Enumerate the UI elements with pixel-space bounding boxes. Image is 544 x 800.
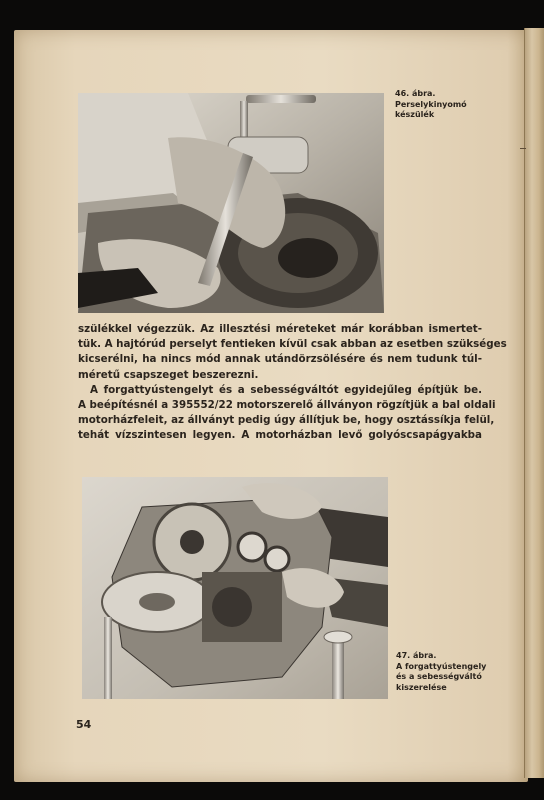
body-line: tehát vízszintesen legyen. A motorházban levő golyóscsapágyakba — [78, 429, 482, 442]
figure-47-caption — [396, 651, 508, 693]
figure-46-label: 46. ábra. — [395, 89, 436, 98]
page-number: 54 — [76, 718, 92, 731]
figure-47-photo — [82, 477, 388, 699]
figure-46-title-line-1: Perselykinyomó — [395, 99, 467, 109]
body-line: kicserélni, ha nincs mód annak utándörzsölésére és nem tudunk túl- — [78, 353, 482, 366]
body-line: méretű csapszeget beszerezni. — [78, 368, 259, 381]
figure-46-photo — [78, 93, 384, 313]
body-line: szülékkel végezzük. Az illesztési méreteket már korábban ismertet- — [78, 323, 482, 335]
body-line: A forgattyústengelyt és a sebességváltót egyidejűleg építjük be. — [90, 383, 482, 396]
figure-47-title-line-2: és a sebességváltó — [396, 672, 482, 681]
figure-46-caption — [395, 89, 505, 121]
figure-47-title-line-1: A forgattyústengely — [396, 661, 487, 671]
body-line: motorházfeleit, az állványt pedig úgy állítjuk be, hogy osztássíkja felül, — [78, 414, 495, 427]
crankshaft-gearbox-illustration — [82, 477, 388, 699]
body-text — [78, 322, 507, 444]
bushing-press-illustration — [78, 93, 384, 313]
figure-47-title-line-3: kiszerelése — [396, 682, 447, 692]
margin-mark — [520, 148, 526, 149]
page-edge — [524, 28, 544, 778]
figure-47-label: 47. ábra. — [396, 651, 437, 660]
figure-46-title-line-2: készülék — [395, 110, 435, 119]
body-line: tük. A hajtórúd perselyt fentieken kívül csak abban az esetben szükséges — [78, 338, 507, 351]
body-line: A beépítésnél a 395552/22 motorszerelő állványon rögzítjük a bal oldali — [78, 399, 496, 412]
